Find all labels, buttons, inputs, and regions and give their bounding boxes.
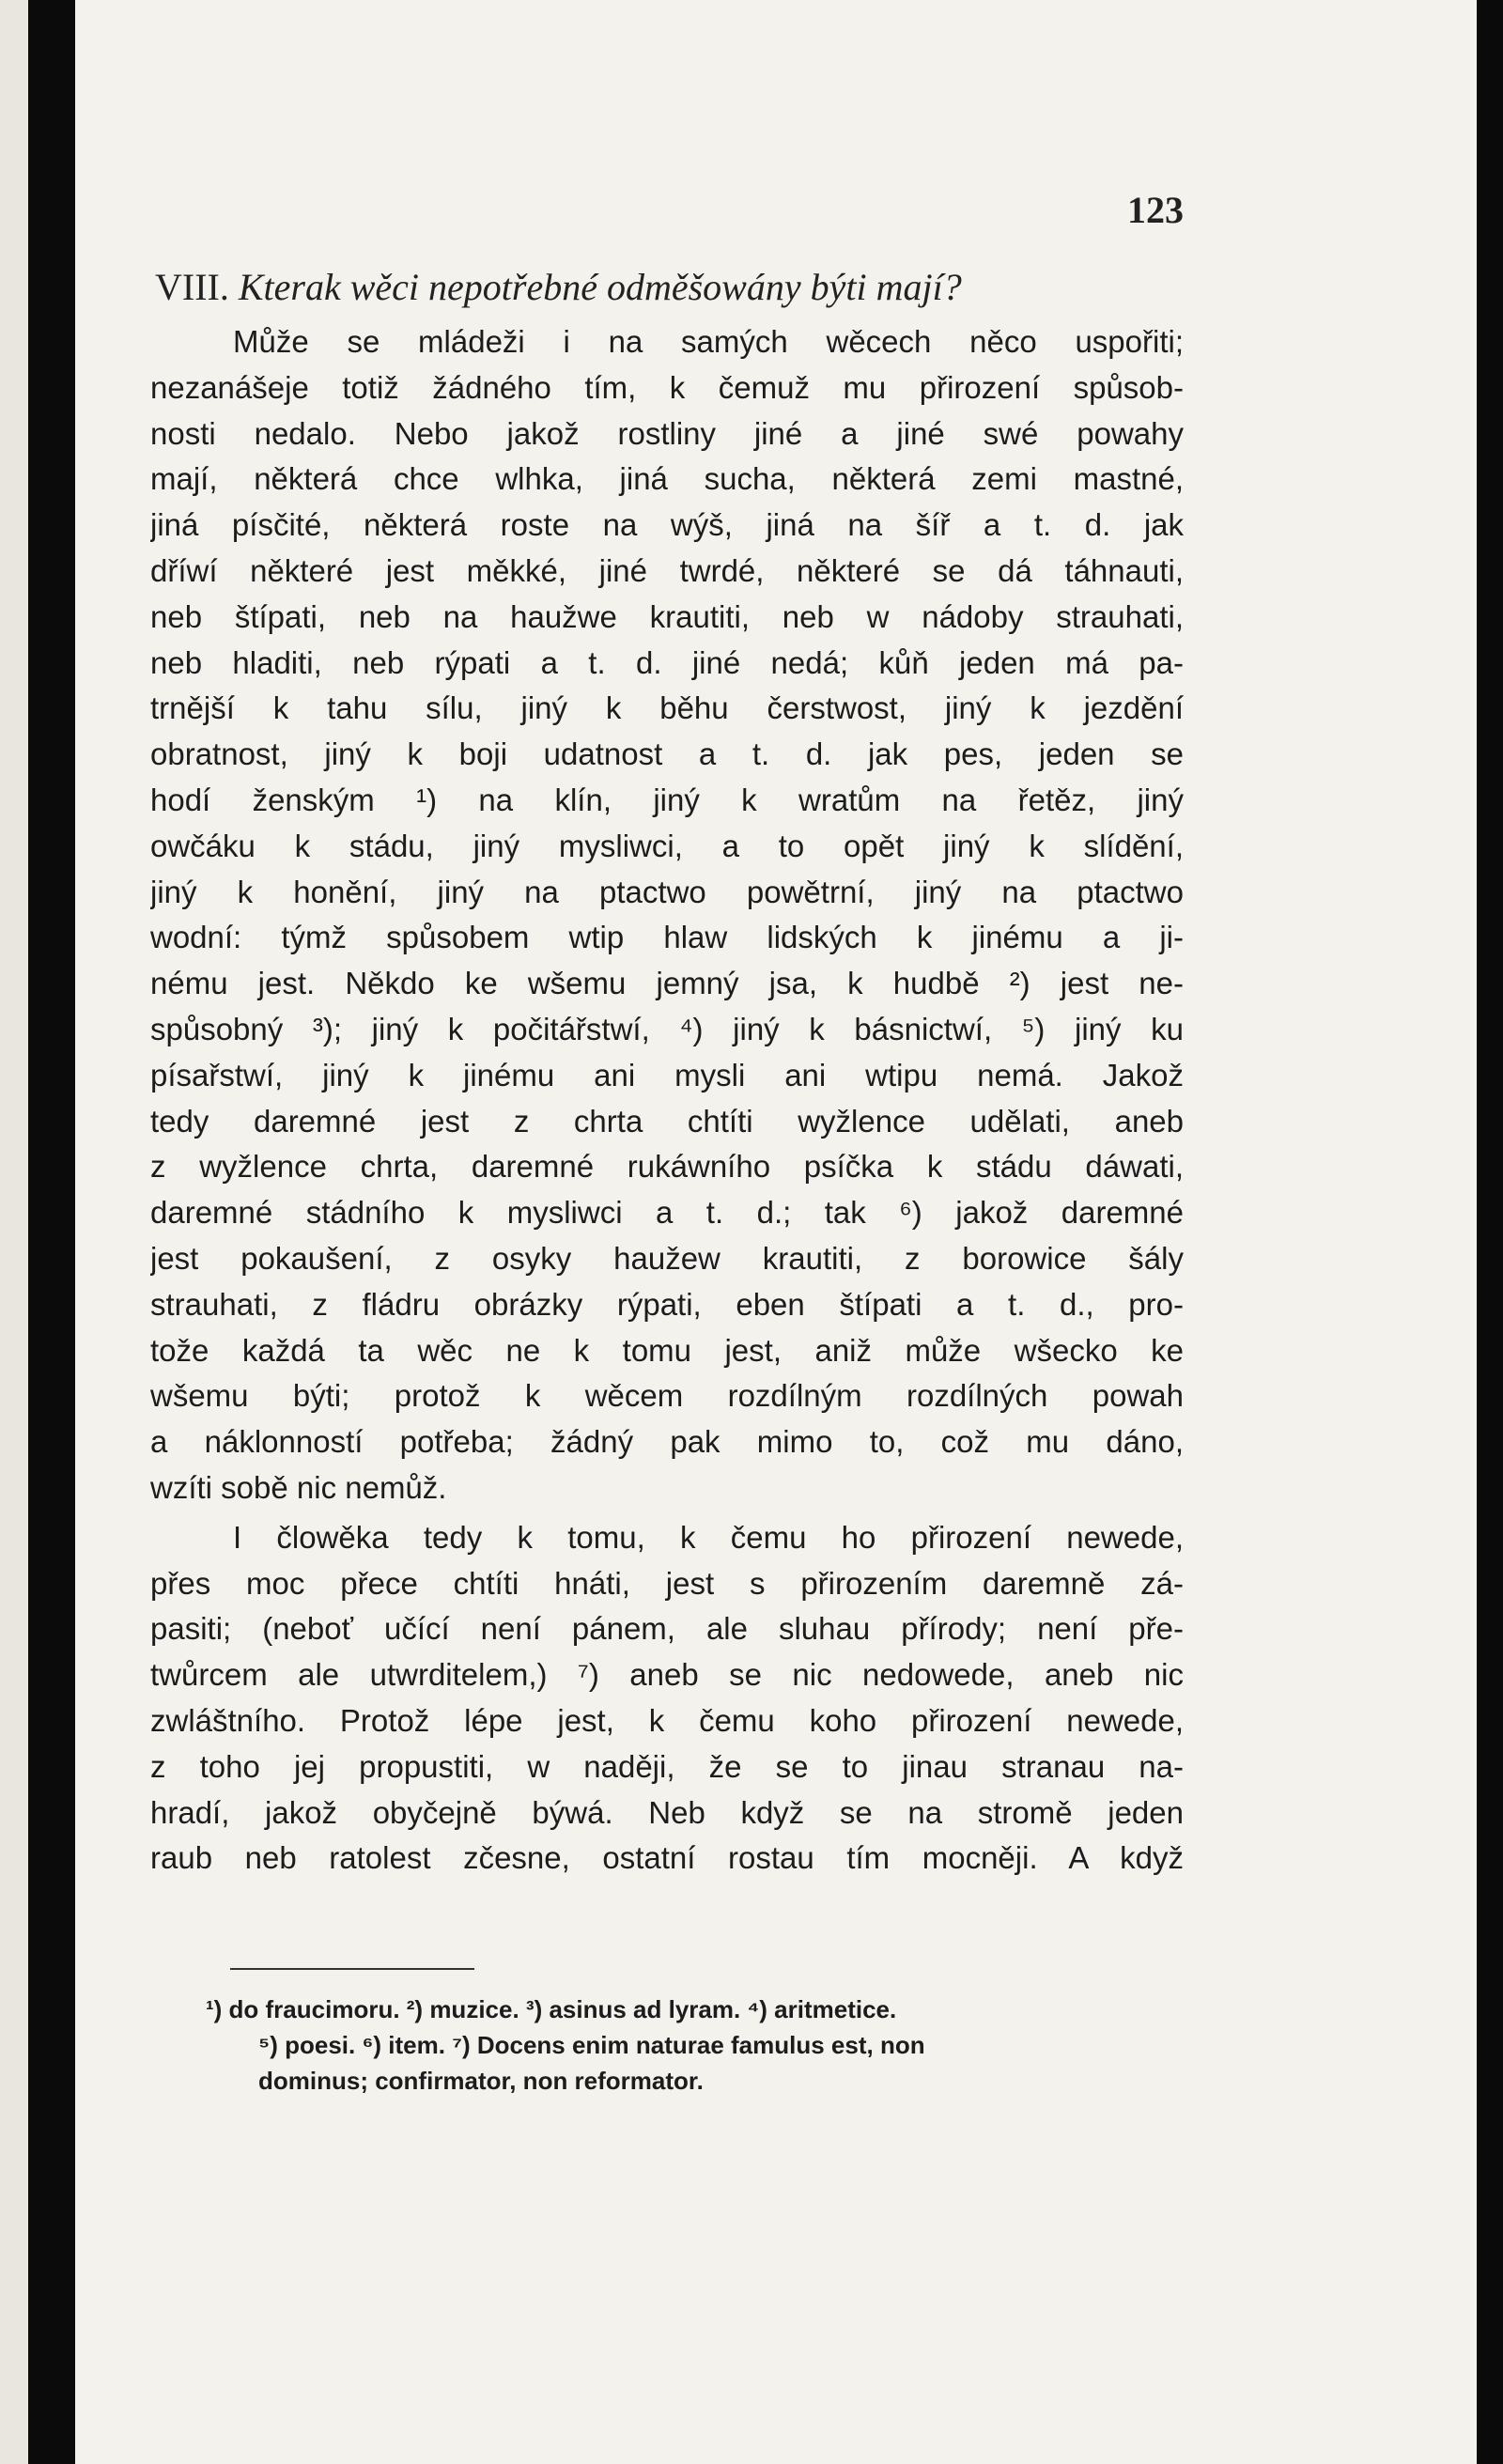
paragraph-1-line: wzíti sobě nic nemůž. [150, 1469, 447, 1505]
paragraph-1-line: neb hladiti, neb rýpati a t. d. jiné nedá; kůň jeden má pa- [150, 644, 1184, 680]
paragraph-2-line: zwláštního. Protož lépe jest, k čemu koho přirození newede, [150, 1702, 1184, 1738]
paragraph-1-line: tože každá ta wěc ne k tomu jest, aniž může wšecko ke [150, 1332, 1184, 1368]
facing-page-edge [0, 0, 28, 2464]
paragraph-1-line: jest pokaušení, z osyky haužew krautiti, z borowice šály [150, 1240, 1184, 1276]
section-numeral: VIII. [155, 266, 229, 308]
page-number: 123 [1127, 189, 1184, 231]
paragraph-2 [150, 1515, 1184, 1882]
paragraph-1-line: Může se mládeži i na samých wěcech něco uspořiti; [233, 324, 1184, 359]
paragraph-1-line: z wyžlence chrta, daremné rukáwního psíčka k stádu dáwati, [150, 1149, 1184, 1185]
paragraph-1-line: trnější k tahu sílu, jiný k běhu čerstwost, jiný k jezdění [150, 690, 1184, 726]
footnote-line: ¹) do fraucimoru. ²) muzice. ³) asinus ad lyram. ⁴) aritmetice. [206, 1995, 897, 2023]
paragraph-1-line: mají, některá chce wlhka, jiná sucha, některá zemi mastné, [150, 461, 1184, 497]
paragraph-1-line: spůsobný ³); jiný k počitářstwí, ⁴) jiný k básnictwí, ⁵) jiný ku [150, 1011, 1184, 1046]
paragraph-2-line: twůrcem ale utwrditelem,) ⁷) aneb se nic nedowede, aneb nic [150, 1657, 1184, 1693]
paragraph-1-line: hodí ženským ¹) na klín, jiný k wratům na řetěz, jiný [150, 782, 1184, 817]
paragraph-1-line: dříwí některé jest měkké, jiné twrdé, některé se dá táhnauti, [150, 552, 1184, 588]
paragraph-2-line: I člowěka tedy k tomu, k čemu ho přirození newede, [233, 1519, 1184, 1555]
paragraph-1-line: strauhati, z fládru obrázky rýpati, eben štípati a t. d., pro- [150, 1286, 1184, 1322]
paragraph-1-line: obratnost, jiný k boji udatnost a t. d. jak pes, jeden se [150, 736, 1184, 772]
paragraph-2-line: pasiti; (neboť učící není pánem, ale sluhau přírody; není pře- [150, 1611, 1184, 1647]
paragraph-1 [150, 319, 1184, 1511]
footnote-line: ⁵) poesi. ⁶) item. ⁷) Docens enim naturae famulus est, non [258, 2031, 925, 2059]
body-text [150, 319, 1184, 1882]
scan-border [1477, 0, 1503, 2464]
paragraph-1-line: jiná písčité, některá roste na wýš, jiná na šíř a t. d. jak [150, 507, 1184, 543]
paragraph-1-line: nezanášeje totiž žádného tím, k čemuž mu přirození spůsob- [150, 369, 1184, 405]
paragraph-2-line: přes moc přece chtíti hnáti, jest s přirozením daremně zá- [150, 1565, 1184, 1601]
paragraph-1-line: neb štípati, neb na haužwe krautiti, neb w nádoby strauhati, [150, 598, 1184, 634]
section-heading [155, 265, 1226, 309]
book-gutter [28, 0, 75, 2464]
paragraph-1-line: písařstwí, jiný k jinému ani mysli ani wtipu nemá. Jakož [150, 1057, 1184, 1093]
footnote-rule [230, 1968, 474, 1970]
paragraph-2-line: z toho jej propustiti, w naději, že se to jinau stranau na- [150, 1748, 1184, 1784]
section-title: Kterak wěci nepotřebné odměšowány býti mají? [238, 266, 962, 308]
paragraph-1-line: daremné stádního k mysliwci a t. d.; tak ⁶) jakož daremné [150, 1195, 1184, 1231]
paragraph-1-line: owčáku k stádu, jiný mysliwci, a to opět jiný k slídění, [150, 828, 1184, 863]
footnote-line: dominus; confirmator, non reformator. [258, 2067, 704, 2095]
paragraph-2-line: hradí, jakož obyčejně býwá. Neb když se na stromě jeden [150, 1794, 1184, 1830]
paragraph-1-line: a náklonností potřeba; žádný pak mimo to, což mu dáno, [150, 1424, 1184, 1460]
paragraph-1-line: tedy daremné jest z chrta chtíti wyžlence udělati, aneb [150, 1103, 1184, 1139]
paragraph-1-line: wodní: týmž spůsobem wtip hlaw lidských k jinému a ji- [150, 920, 1184, 955]
footnotes [193, 1991, 1188, 2099]
paragraph-1-line: nému jest. Někdo ke wšemu jemný jsa, k hudbě ²) jest ne- [150, 966, 1184, 1001]
paragraph-1-line: jiný k honění, jiný na ptactwo powětrní, jiný na ptactwo [150, 874, 1184, 909]
paragraph-1-line: nosti nedalo. Nebo jakož rostliny jiné a jiné swé powahy [150, 415, 1184, 451]
paragraph-1-line: wšemu býti; protož k wěcem rozdílným rozdílných powah [150, 1378, 1184, 1414]
paragraph-2-line: raub neb ratolest zčesne, ostatní rostau tím mocněji. A když [150, 1840, 1184, 1876]
